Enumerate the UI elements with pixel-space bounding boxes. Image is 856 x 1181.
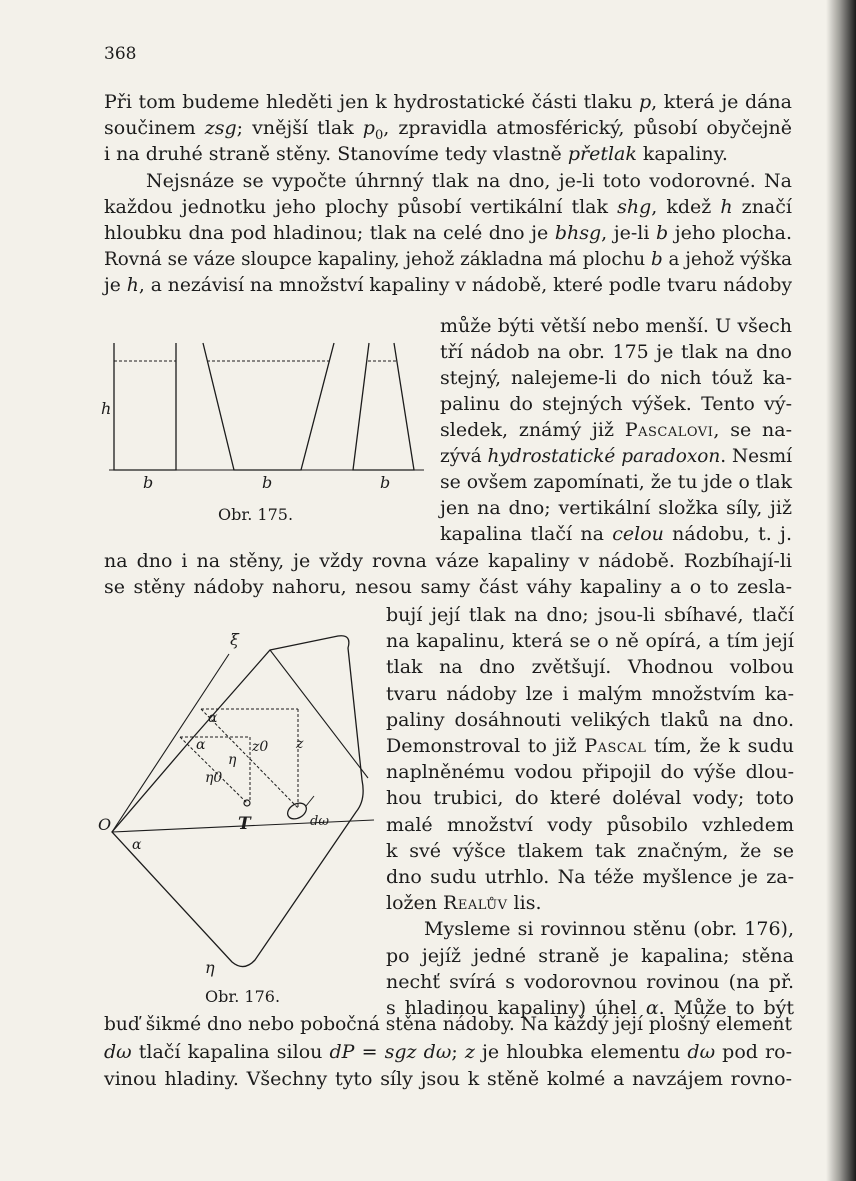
text-line: zývá hydrostatické paradoxon. Nesmí [440, 445, 792, 467]
label-alpha-2: α [196, 737, 206, 753]
centroid-T [244, 800, 250, 806]
text-line: i na druhé straně stěny. Stanovíme tedy vlastně přetlak kapaliny. [104, 143, 728, 166]
text-line: palinu do stejných výšek. Tento vý- [440, 393, 792, 415]
text-line: malé množství vody působilo vzhledem [386, 813, 794, 836]
text-line: tlak na dno zvětšují. Vhodnou volbou [386, 656, 794, 679]
text-line: po jejíž jedné straně je kapalina; stěna [386, 944, 794, 967]
text-line: se stěny nádoby nahoru, nesou samy část váhy kapaliny a o to zesla- [104, 576, 792, 598]
text-line: s hladinou kapaliny) úhel α. Může to být [386, 997, 794, 1019]
axis-xi [112, 654, 229, 832]
text-line: Demonstroval to již Pascal tím, že k sudu [386, 735, 794, 757]
text-line: Rovná se váze sloupce kapaliny, jehož základna má plochu b a jehož výška [104, 248, 792, 271]
text-line: tří nádob na obr. 175 je tlak na dno [440, 341, 792, 363]
text-line: součinem zsg; vnější tlak $p_0$, zpravidla atmosférický, působí obyčejně [104, 117, 792, 143]
axis-upper [270, 650, 368, 778]
text-line: sledek, známý již Pascalovi, se na- [440, 419, 793, 441]
text-line: naplněnému vodou připojil do výše dlou- [386, 761, 794, 784]
label-domega: dω [310, 814, 329, 829]
caption-fig-176: Obr. 176. [205, 987, 281, 1006]
text-line: kapalina tlačí na celou nádobu, t. j. [440, 523, 792, 545]
text-line: jen na dno; vertikální složka síly, již [440, 497, 792, 519]
text-line: hloubku dna pod hladinou; tlak na celé dno je bhsg, je-li b jeho plocha. [104, 222, 793, 244]
text-line: dno sudu utrhlo. Na téže myšlence je za- [386, 866, 794, 888]
label-h: h [101, 399, 112, 418]
text-line: vinou hladiny. Všechny tyto síly jsou k stěně kolmé a navzájem rovno- [104, 1068, 792, 1090]
inclined-wall [112, 636, 363, 967]
caption-fig-175: Obr. 175. [218, 505, 294, 524]
label-eta-bottom: η [205, 958, 215, 977]
label-alpha-o: α [132, 837, 142, 853]
label-eta: η [228, 752, 237, 768]
text-line: hou trubici, do které doléval vody; toto [386, 787, 794, 810]
text-line: stejný, nalejeme-li do nich tóuž ka- [440, 367, 792, 389]
label-T: T [238, 814, 251, 834]
label-O: O [98, 815, 112, 834]
text-line: Při tom budeme hleděti jen k hydrostatické části tlaku p, která je dána [104, 91, 792, 113]
text-line: každou jednotku jeho plochy působí vertikální tlak shg, kdež h značí [104, 195, 792, 218]
surface-element-domega [285, 800, 309, 822]
text-line: Mysleme si rovinnou stěnu (obr. 176), [424, 918, 794, 941]
text-line: se ovšem zapomínati, že tu jde o tlak [440, 471, 792, 493]
label-b-1: b [143, 473, 154, 492]
label-b-3: b [380, 473, 391, 492]
label-z: z [296, 736, 304, 752]
text-line: bují její tlak na dno; jsou-li sbíhavé, tlačí [386, 604, 794, 626]
text-line: je h, a nezávisí na množství kapaliny v nádobě, které podle tvaru nádoby [104, 274, 792, 297]
text-line: dω tlačí kapalina silou dP = sgz dω; z je hloubka elementu dω pod ro- [104, 1040, 792, 1063]
label-b-2: b [262, 473, 273, 492]
text-line: paliny dosáhnouti velikých tlaků na dno. [386, 708, 794, 731]
text-line: na dno i na stěny, je vždy rovna váze kapaliny v nádobě. Rozbíhají-li [104, 550, 792, 572]
text-line: k své výšce tlakem tak značným, že se [386, 839, 794, 862]
page-number: 368 [104, 44, 137, 64]
label-xi: ξ [230, 630, 239, 649]
text-line: na kapalinu, která se o ně opírá, a tím její [386, 630, 794, 653]
text-line: buď šikmé dno nebo pobočná stěna nádoby. Na každý její plošný element [104, 1013, 792, 1035]
label-eta0: η0 [205, 770, 223, 786]
text-line: může býti větší nebo menší. U všech [440, 315, 792, 337]
text-line: nechť svírá s vodorovnou rovinou (na př. [386, 970, 794, 993]
label-alpha-1: α [208, 710, 218, 726]
label-z0: z0 [252, 739, 269, 755]
text-line: Nejsnáze se vypočte úhrnný tlak na dno, je-li toto vodorovné. Na [146, 169, 792, 192]
text-line: ložen Realův lis. [386, 892, 542, 915]
text-line: tvaru nádoby lze i malým množstvím ka- [386, 682, 794, 705]
